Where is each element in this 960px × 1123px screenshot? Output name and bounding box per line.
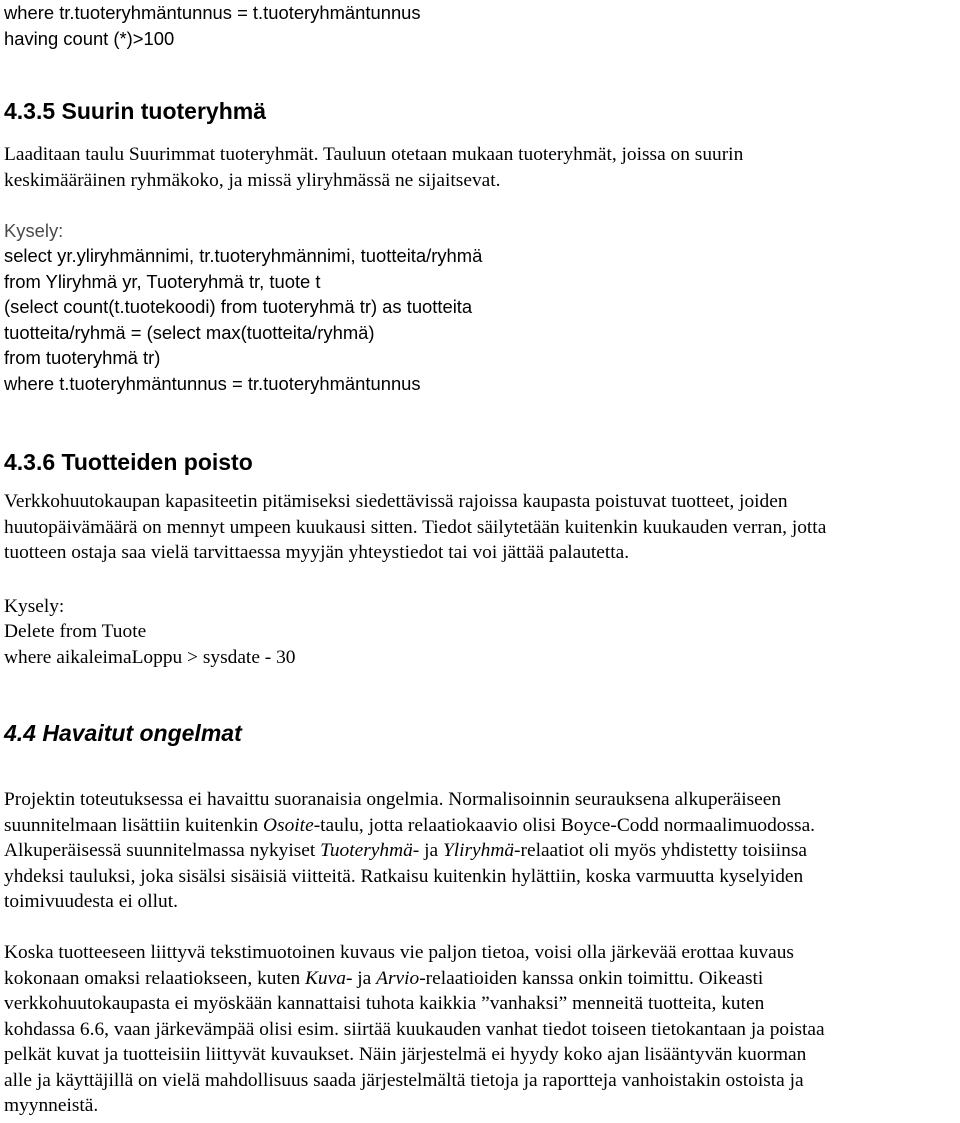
code-line: from tuoteryhmä tr) [4, 347, 161, 368]
code-block-continuation [4, 0, 421, 51]
text-line: Laaditaan taulu Suurimmat tuoteryhmät. Tauluun otetaan mukaan tuoteryhmät, joissa on suurin [4, 144, 744, 165]
code-line: where tr.tuoteryhmäntunnus = t.tuoteryhmäntunnus [4, 2, 421, 23]
code-line: select yr.yliryhmännimi, tr.tuoteryhmännimi, tuotteita/ryhmä [4, 245, 483, 266]
kysely-label: Kysely: [4, 596, 65, 617]
section-heading-4-3-5: 4.3.5 Suurin tuoteryhmä [4, 98, 267, 124]
code-line: Delete from Tuote [4, 621, 147, 642]
table-name: Osoite [263, 814, 314, 836]
text-line: Projektin toteutuksessa ei havaittu suoranaisia ongelmia. Normalisoinnin seurauksena alkuperäiseen [4, 789, 782, 810]
section-description [4, 142, 743, 193]
text-line: huutopäivämäärä on mennyt umpeen kuukausi sitten. Tiedot säilytetään kuitenkin kuukauden verran, jotta [4, 516, 827, 538]
text-line: yhdeksi tauluksi, joka sisälsi sisäisiä viitteitä. Ratkaisu kuitenkin hylättiin, koska varmuutta kyselyiden [4, 865, 804, 887]
code-line: having count (*)>100 [4, 27, 175, 49]
code-line: tuotteita/ryhmä = (select max(tuotteita/ryhmä) [4, 321, 375, 343]
code-line: (select count(t.tuotekoodi) from tuoteryhmä tr) as tuotteita [4, 296, 473, 317]
text-line: Alkuperäisessä suunnitelmassa nykyiset Tuoteryhmä- ja Yliryhmä-relaatiot oli myös yhdistetty toisiinsa [4, 840, 808, 861]
table-name: Tuoteryhmä [320, 840, 413, 861]
table-name: Kuva [305, 967, 346, 989]
text-line: keskimääräinen ryhmäkoko, ja missä yliryhmässä ne sijaitsevat. [4, 169, 501, 191]
text-line: kokonaan omaksi relaatiokseen, kuten Kuva- ja Arvio-relaatioiden kanssa onkin toimittu. Oikeasti [4, 967, 764, 989]
text-line: suunnitelmaan lisättiin kuitenkin Osoite-taulu, jotta relaatiokaavio olisi Boyce-Codd normaalimuodossa. [4, 814, 816, 836]
text-line: kohdassa 6.6, vaan järkevämpää olisi esim. siirtää kuukauden vanhat tiedot toiseen tietokantaan ja poistaa [4, 1018, 825, 1040]
sql-query-block [4, 619, 295, 670]
section-heading-4-3-6: 4.3.6 Tuotteiden poisto [4, 449, 253, 475]
paragraph-problems [4, 787, 815, 915]
text-line: verkkohuutokaupasta ei myöskään kannattaisi tuhota kaikkia ”vanhaksi” menneitä tuotteita, kuten [4, 993, 765, 1014]
text-line: myynneistä. [4, 1095, 99, 1116]
section-heading-4-4: 4.4 Havaitut ongelmat [4, 720, 242, 746]
text-line: toimivuudesta ei ollut. [4, 891, 178, 912]
sql-query-block [4, 243, 482, 396]
section-description [4, 489, 826, 566]
code-line: where t.tuoteryhmäntunnus = tr.tuoteryhmäntunnus [4, 372, 421, 394]
code-line: where aikaleimaLoppu > sysdate - 30 [4, 646, 296, 668]
table-name: Yliryhmä [442, 840, 515, 861]
text-line: tuotteen ostaja saa vielä tarvittaessa myyjän yhteystiedot tai voi jättää palautetta. [4, 542, 630, 563]
kysely-label: Kysely: [4, 220, 64, 241]
code-line: from Yliryhmä yr, Tuoteryhmä tr, tuote t [4, 270, 321, 292]
paragraph-improvements [4, 940, 825, 1119]
text-line: pelkät kuvat ja tuotteisiin liittyvät kuvaukset. Näin järjestelmä ei hyydy koko ajan lisääntyvän kuorman [4, 1044, 807, 1065]
text-line: Koska tuotteeseen liittyvä tekstimuotoinen kuvaus vie paljon tietoa, voisi olla järkevää erottaa kuvaus [4, 942, 794, 963]
table-name: Arvio [376, 967, 420, 989]
text-line: alle ja käyttäjillä on vielä mahdollisuus saada järjestelmältä tietoja ja raportteja vanhoistakin ostoista ja [4, 1069, 804, 1091]
text-line: Verkkohuutokaupan kapasiteetin pitämiseksi siedettävissä rajoissa kaupasta poistuvat tuotteet, joiden [4, 491, 788, 512]
